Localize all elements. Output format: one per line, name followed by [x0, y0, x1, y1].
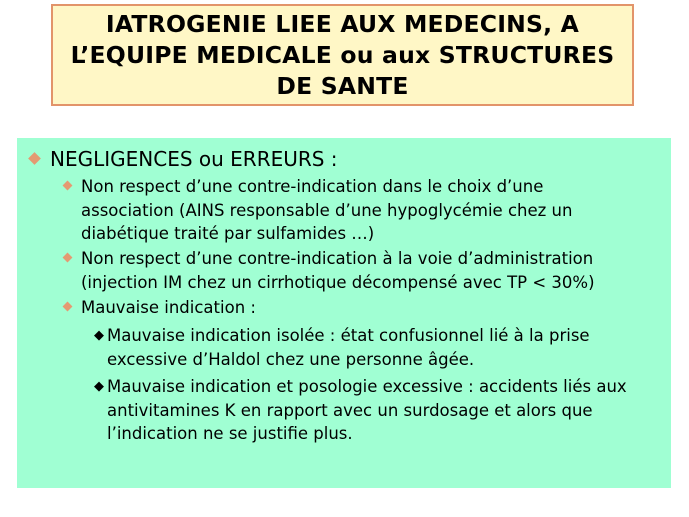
sub-item-isolated-indication	[94, 324, 590, 371]
list-item-bad-indication	[61, 296, 256, 320]
list-item-contraindication-route	[61, 247, 595, 294]
diamond-bullet-icon	[28, 152, 41, 165]
diamond-bullet-icon	[63, 253, 73, 263]
diamond-bullet-icon	[63, 181, 73, 191]
sub-item-text: Mauvaise indication isolée : état confusionnel lié à la prise excessive d’Haldol chez une personne âgée.	[107, 326, 590, 369]
black-diamond-bullet-icon: ◆	[94, 328, 104, 343]
content-box	[17, 138, 671, 488]
list-item-text: Non respect d’une contre-indication à la voie d’administration (injection IM chez un cirrhotique décompensé avec TP < 30%)	[81, 249, 595, 292]
list-item-contraindication-association	[61, 175, 572, 246]
diamond-bullet-icon	[63, 302, 73, 312]
slide-title: IATROGENIE LIEE AUX MEDECINS, A L’EQUIPE MEDICALE ou aux STRUCTURES DE SANTE	[70, 9, 615, 100]
sub-item-excessive-posology	[94, 375, 627, 446]
heading-row	[26, 147, 338, 171]
list-item-text: Mauvaise indication :	[81, 298, 256, 317]
black-diamond-bullet-icon: ◆	[94, 379, 104, 394]
sub-item-text: Mauvaise indication et posologie excessive : accidents liés aux antivitamines K en rapport avec un surdosage et alors que l’indication ne se justifie plus.	[107, 377, 627, 443]
list-item-text: Non respect d’une contre-indication dans le choix d’une association (AINS responsable d’une hypoglycémie chez un diabétique traité par sulfamides …)	[81, 177, 573, 243]
heading-text: NEGLIGENCES ou ERREURS :	[50, 147, 338, 171]
title-box	[51, 4, 634, 106]
